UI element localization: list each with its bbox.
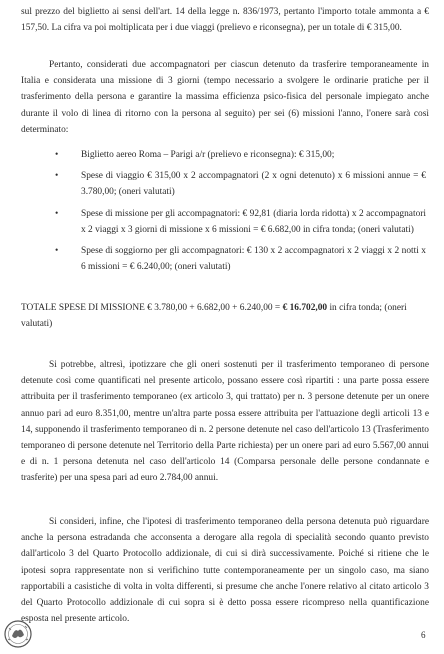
bullet-text: Spese di viaggio € 315,00 x 2 accompagnatori (2 x ogni detenuto) x 6 missioni annue = € 3.780,00; (oneri valutati) [81, 171, 426, 198]
paragraph-ticket-price: sul prezzo del biglietto ai sensi dell'art. 14 della legge n. 836/1973, pertanto l'importo totale ammonta a € 157,50. La cifra va poi moltiplicata per i due viaggi (prelievo e riconsegna), per un totale di € 315,00. [21, 7, 429, 34]
bullet-icon: • [55, 171, 59, 182]
official-stamp-icon [3, 619, 33, 649]
total-mission-costs [21, 300, 429, 332]
bullet-icon: • [55, 246, 59, 257]
paragraph-pertanto: Pertanto, considerati due accompagnatori per ciascun detenuto da trasferire temporaneamente in Italia e considerata una missione di 3 giorni (tempo necessario a svolgere le ordinarie pratiche per il trasferimento della persona e garantire la massima efficienza psico-fisica del personale impiegato anche durante il volo di linea di ritorno con la persona al seguito) per sei (6) missioni l'anno, l'onere sarà così determinato: [21, 60, 429, 135]
paragraph-altresi: Si potrebbe, altresì, ipotizzare che gli oneri sostenuti per il trasferimento temporaneo di persone detenute così come quantificati nel presente articolo, possano essere così ripartiti : una parte possa essere attribuita per il trasferimento temporaneo (ex articolo 3, qui trattato) per n. 3 persone detenute per un onere annuo pari ad euro 8.351,00, mentre un'altra parte possa essere attribuita per l'attuazione degli articoli 13 e 14, supponendo il trasferimento temporaneo di n. 2 persone detenute nel caso dell'articolo 13 (Trasferimento temporaneo di persone detenute nel Territorio della Parte richiesta) per un onere pari ad euro 5.567,00 annui e di n. 1 persona detenuta nel caso dell'articolo 14 (Comparsa personale delle persone condannate e trasferite) per una spesa pari ad euro 2.784,00 annui. [21, 360, 429, 484]
bullet-icon: • [55, 208, 59, 219]
list-item [55, 243, 426, 275]
total-suffix: in cifra tonda; (oneri valutati) [21, 303, 407, 330]
list-item [55, 147, 426, 163]
bullet-icon: • [55, 150, 59, 160]
bullet-text: Spese di soggiorno per gli accompagnatori: € 130 x 2 accompagnatori x 2 viaggi x 2 notti x 6 missioni = € 6.240,00; (oneri valutati) [81, 246, 426, 273]
bullet-text: Spese di missione per gli accompagnatori: € 92,81 (diaria lorda ridotta) x 2 accompagnatori x 2 viaggi x 3 giorni di missione x 6 missioni = € 6.682,00 in cifra tonda; (oneri valutati) [81, 208, 426, 235]
total-amount: € 16.702,00 [282, 303, 328, 313]
paragraph-infine: Si consideri, infine, che l'ipotesi di trasferimento temporaneo della persona detenuta può riguardare anche la persona estradanda che acconsenta a derogare alla regola di specialità secondo quanto previsto dall'articolo 3 del Quarto Protocollo addizionale, di cui si dirà successivamente. Poiché si ritiene che le ipotesi sopra rappresentate non si verifichino tutte contemporaneamente per un singolo caso, ma siano rapportabili a casistiche di volta in volta differenti, si presume che anche l'onere relativo al citato articolo 3 del Quarto Protocollo addizionale di cui sopra si è detto possa essere ricompreso nella quantificazione esposta nel presente articolo. [21, 517, 429, 625]
list-item [55, 206, 426, 238]
bullet-text: Biglietto aereo Roma – Parigi a/r (prelievo e riconsegna): € 315,00; [81, 150, 335, 160]
page-number: 6 [421, 630, 426, 640]
total-prefix: TOTALE SPESE DI MISSIONE € 3.780,00 + 6.682,00 + 6.240,00 = [21, 303, 283, 313]
cost-bullet-list [55, 147, 426, 280]
list-item [55, 168, 426, 200]
